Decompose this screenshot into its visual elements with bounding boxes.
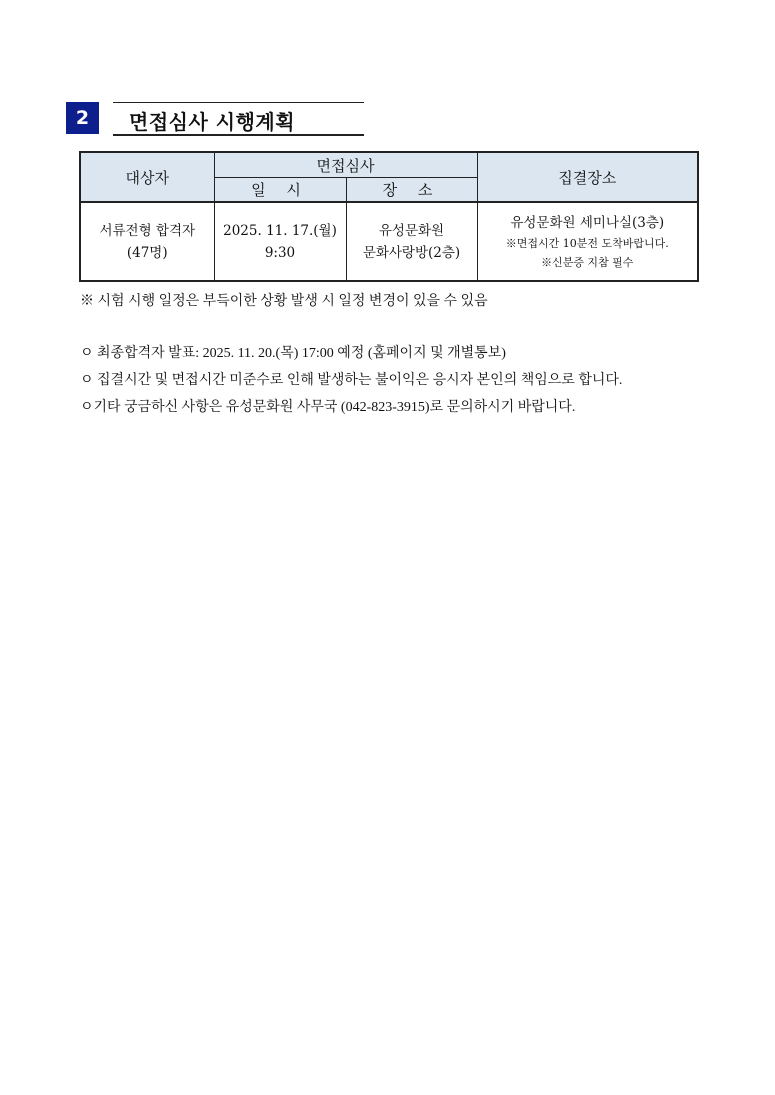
bullet-time-compliance: ㅇ 집결시간 및 면접시간 미준수로 인해 발생하는 불이익은 응시자 본인의 책임으로 합니다. [80, 373, 623, 388]
cell-datetime [214, 202, 346, 281]
table-row [80, 202, 698, 281]
target-line1: 서류전형 합격자 [99, 222, 196, 239]
header-gathering-place: 집결장소 [477, 152, 698, 202]
cell-target [80, 202, 214, 281]
section-number-badge: 2 [66, 102, 99, 134]
gathering-note-id: ※신분증 지참 필수 [541, 255, 634, 269]
bullet-announcement: ㅇ 최종합격자 발표: 2025. 11. 20.(목) 17:00 예정 (홈페이지 및 개별통보) [80, 346, 506, 361]
header-interview: 면접심사 [214, 152, 477, 178]
datetime-line2: 9:30 [264, 244, 296, 261]
bullet-list [80, 342, 622, 423]
section-header [66, 102, 366, 136]
header-datetime: 일 시 [214, 178, 346, 203]
section-title-box [113, 102, 364, 136]
header-target: 대상자 [80, 152, 214, 202]
target-line2: (47명) [126, 244, 168, 261]
section-title: 면접심사 시행계획 [129, 110, 296, 134]
cell-gathering-place [477, 202, 698, 281]
place-line1: 유성문화원 [378, 222, 445, 239]
schedule-change-note: ※ 시험 시행 일정은 부득이한 상황 발생 시 일정 변경이 있을 수 있음 [80, 294, 488, 309]
gathering-note-arrival: ※면접시간 10분전 도착바랍니다. [505, 236, 669, 250]
header-place: 장 소 [346, 178, 477, 203]
bullet-contact: ㅇ기타 궁금하신 사항은 유성문화원 사무국 (042-823-3915)로 문의하시기 바랍니다. [80, 400, 576, 415]
datetime-line1: 2025. 11. 17.(월) [223, 222, 337, 239]
interview-schedule-table [79, 151, 699, 282]
cell-place [346, 202, 477, 281]
place-line2: 문화사랑방(2층) [362, 244, 461, 261]
gathering-line1: 유성문화원 세미나실(3층) [510, 214, 665, 231]
